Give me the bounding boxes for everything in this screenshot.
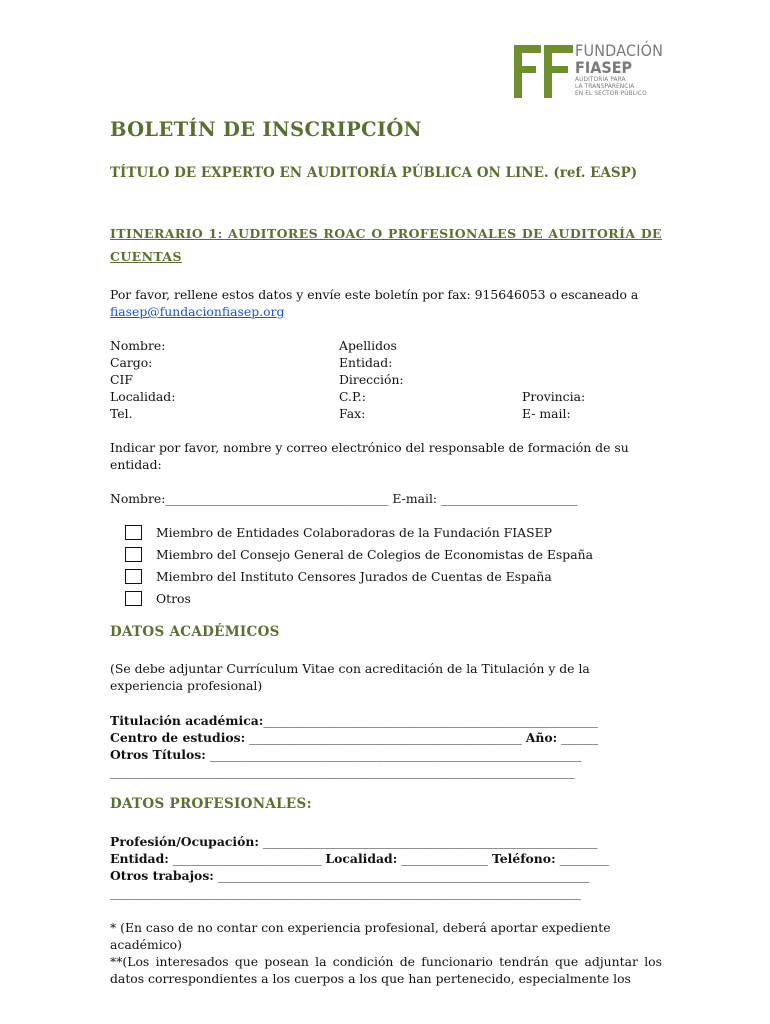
form-col3 <box>522 388 585 422</box>
logo-small3: EN EL SECTOR PÚBLICO <box>575 89 647 97</box>
professional-entidad-row <box>110 850 609 867</box>
otros-trabajos-line: ____________________________________________________________ <box>213 868 590 883</box>
form-col1 <box>110 337 175 422</box>
checkbox-label-censores: Miembro del Instituto Censores Jurados de Cuentas de España <box>156 569 552 584</box>
checkbox-censores[interactable] <box>125 569 142 584</box>
professional-heading: DATOS PROFESIONALES: <box>110 796 312 812</box>
page-title: BOLETÍN DE INSCRIPCIÓN <box>110 118 422 141</box>
field-cp: C.P.: <box>339 389 366 404</box>
field-cargo: Cargo: <box>110 355 153 370</box>
profesion-line: ______________________________________________________ <box>258 834 598 849</box>
checkbox-otros[interactable] <box>125 591 142 606</box>
responsable-text: Indicar por favor, nombre y correo electrónico del responsable de formación de su entidad: <box>110 440 629 472</box>
academic-note: (Se debe adjuntar Currículum Vitae con acreditación de la Titulación y de la experiencia profesional) <box>110 661 590 693</box>
footnote-two: **(Los interesados que posean la condición de funcionario tendrán que adjuntar los datos correspondientes a los cuerpos a los que han pertenecido, especialmente los <box>110 954 662 986</box>
instructions <box>110 286 665 320</box>
academic-extra-line: ___________________________________________________________________________ <box>110 764 575 779</box>
field-tel: Tel. <box>110 406 133 421</box>
centro-line: ____________________________________________ <box>245 730 526 745</box>
itinerary-heading: ITINERARIO 1: AUDITORES ROAC O PROFESIONALES DE AUDITORÍA DE CUENTAS <box>110 226 662 264</box>
professional-extra-line: ____________________________________________________________________________ <box>110 885 581 900</box>
profesion-label: Profesión/Ocupación: <box>110 834 259 849</box>
logo-small2: LA TRANSPARENCIA <box>575 82 635 90</box>
logo-line2: FIASEP <box>575 58 633 77</box>
checkbox-label-otros: Otros <box>156 591 191 606</box>
field-direccion: Dirección: <box>339 372 404 387</box>
anio-line: ______ <box>557 730 599 745</box>
telefono-label: Teléfono: <box>491 851 556 866</box>
logo-small1: AUDITORÍA PARA <box>575 75 626 83</box>
field-localidad: Localidad: <box>110 389 176 404</box>
field-fax: Fax: <box>339 406 366 421</box>
academic-otros-row <box>110 746 581 763</box>
entidad-line: ________________________ <box>168 851 326 866</box>
field-apellidos: Apellidos <box>339 338 397 353</box>
anio-label: Año: <box>525 730 558 745</box>
field-cif: CIF <box>110 372 133 387</box>
academic-heading: DATOS ACADÉMICOS <box>110 624 280 640</box>
centro-label: Centro de estudios: <box>110 730 246 745</box>
otros-trabajos-label: Otros trabajos: <box>110 868 214 883</box>
logo-text <box>575 43 663 97</box>
titulacion-label: Titulación académica: <box>110 713 264 728</box>
field-email: E- mail: <box>522 406 571 421</box>
academic-centro-row <box>110 729 598 746</box>
footnote-one: * (En caso de no contar con experiencia profesional, deberá aportar expediente académico) <box>110 920 611 952</box>
otros-titulos-line: ____________________________________________________________ <box>205 747 582 762</box>
field-entidad: Entidad: <box>339 355 393 370</box>
academic-titulacion-row <box>110 712 598 729</box>
localidad-line: ______________ <box>397 851 492 866</box>
professional-otros-row <box>110 867 590 884</box>
checkbox-colaboradoras[interactable] <box>125 525 142 540</box>
localidad-label: Localidad: <box>325 851 398 866</box>
instructions-text: Por favor, rellene estos datos y envíe este boletín por fax: 915646053 o escaneado a <box>110 287 639 302</box>
checkbox-label-economistas: Miembro del Consejo General de Colegios de Economistas de España <box>156 547 593 562</box>
titulacion-line: ______________________________________________________ <box>263 713 598 728</box>
entidad-label: Entidad: <box>110 851 169 866</box>
otros-titulos-label: Otros Títulos: <box>110 747 206 762</box>
responsable-line: Nombre:____________________________________ E-mail: ______________________ <box>110 491 578 506</box>
form-col2 <box>339 337 404 422</box>
checkbox-economistas[interactable] <box>125 547 142 562</box>
field-provincia: Provincia: <box>522 389 586 404</box>
field-nombre: Nombre: <box>110 338 166 353</box>
professional-profesion-row <box>110 833 597 850</box>
telefono-line: ________ <box>555 851 610 866</box>
course-subtitle: TÍTULO DE EXPERTO EN AUDITORÍA PÚBLICA ON LINE. (ref. EASP) <box>110 165 638 181</box>
logo-line1: FUNDACIÓN <box>575 41 664 60</box>
checkbox-label-colaboradoras: Miembro de Entidades Colaboradoras de la Fundación FIASEP <box>156 525 552 540</box>
contact-email-link[interactable]: fiasep@fundacionfiasep.org <box>110 304 285 319</box>
